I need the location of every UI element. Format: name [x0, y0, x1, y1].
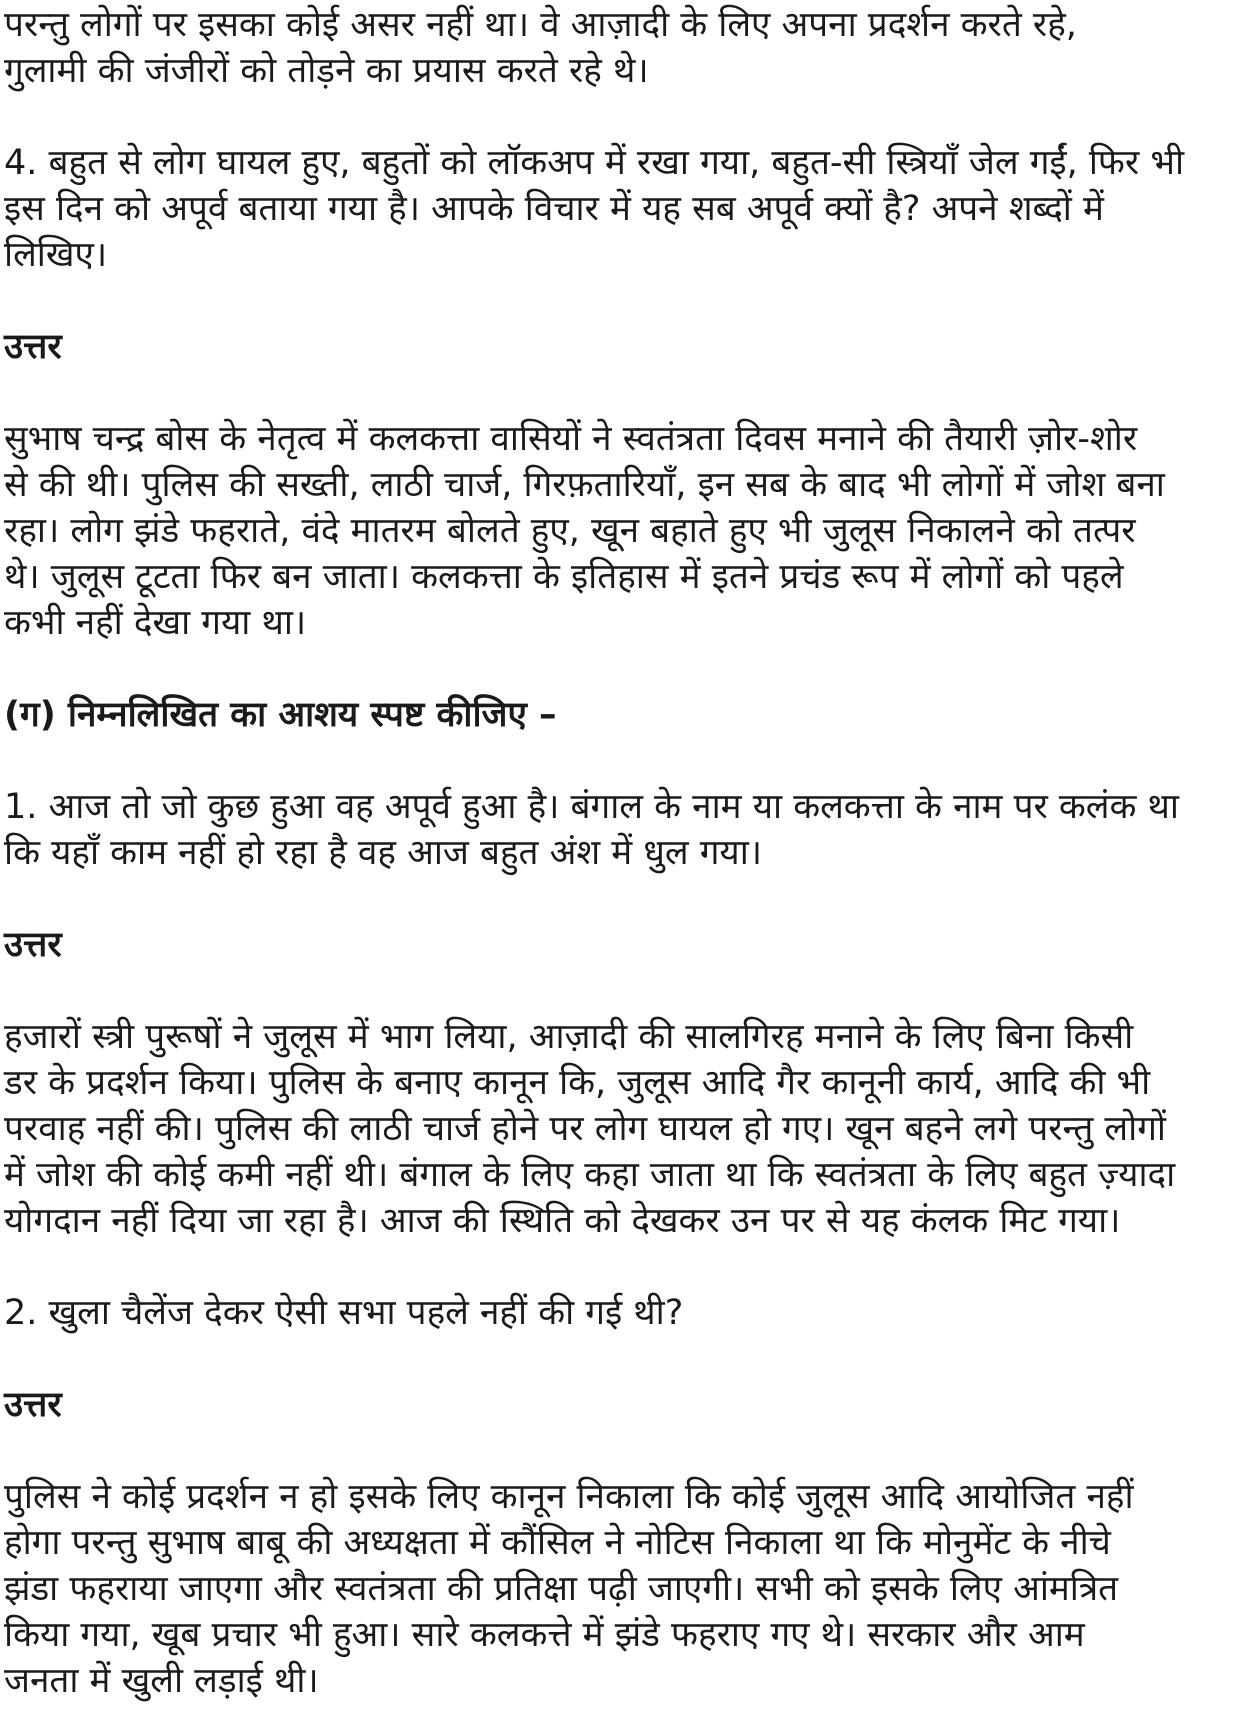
answer-2-text: पुलिस ने कोई प्रदर्शन न हो इसके लिए कानून निकाला कि कोई जुलूस आदि आयोजित नहीं होगा परन्तु सुभाष बाबू की अध्यक्षता में कौंसिल ने नोटिस निकाला था कि मोनुमेंट के नीचे झंडा फहराया जाएगा और स्वतंत्रता की प्रतिक्षा पढ़ी जाएगी। सभी को इसके लिए आंमत्रित किया गया, खूब प्रचार भी हुआ। सारे कलकत्ते में झंडे फहराए गए थे। सरकार और आम जनता में खुली लड़ाई थी। [4, 1477, 1134, 1701]
answer-4-text: सुभाष चन्द्र बोस के नेतृत्व में कलकत्ता वासियों ने स्वतंत्रता दिवस मनाने की तैयारी ज़ोर-शोर से की थी। पुलिस की सख्ती, लाठी चार्ज, गिरफ़तारियाँ, इन सब के बाद भी लोगों में जोश बना रहा। लोग झंडे फहराते, वंदे मातरम बोलते हुए, खून बहाते हुए भी जुलूस निकालने को तत्पर थे। जुलूस टूटता फिर बन जाता। कलकत्ता के इतिहास में इतने प्रचंड रूप में लोगों को पहले कभी नहीं देखा गया था। [4, 419, 1165, 643]
question-1: 1. आज तो जो कुछ हुआ वह अपूर्व हुआ है। बंगाल के नाम या कलकत्ता के नाम पर कलंक था कि यहाँ काम नहीं हो रहा है वह आज बहुत अंश में धुल गया। [4, 787, 1179, 873]
paragraph-continuation: परन्तु लोगों पर इसका कोई असर नहीं था। वे आज़ादी के लिए अपना प्रदर्शन करते रहे, गुलामी की जंजीरों को तोड़ने का प्रयास करते रहे थे। [4, 5, 1077, 91]
question-2: 2. खुला चैलेंज देकर ऐसी सभा पहले नहीं की गई थी? [4, 1293, 684, 1333]
section-heading: (ग) निम्नलिखित का आशय स्पष्ट कीजिए – [4, 695, 557, 735]
answer-1-text: हजारों स्त्री पुरूषों ने जुलूस में भाग लिया, आज़ादी की सालगिरह मनाने के लिए बिना किसी डर के प्रदर्शन किया। पुलिस के बनाए कानून कि, जुलूस आदि गैर कानूनी कार्य, आदि की भी परवाह नहीं की। पुलिस की लाठी चार्ज होने पर लोग घायल हो गए। खून बहने लगे परन्तु लोगों में जोश की कोई कमी नहीं थी। बंगाल के लिए कहा जाता था कि स्वतंत्रता के लिए बहुत ज़्यादा योगदान नहीं दिया जा रहा है। आज की स्थिति को देखकर उन पर से यह कंलक मिट गया। [4, 1017, 1176, 1241]
answer-heading: उत्तर [4, 925, 62, 965]
answer-heading: उत्तर [4, 1385, 62, 1425]
question-4: 4. बहुत से लोग घायल हुए, बहुतों को लॉकअप में रखा गया, बहुत-सी स्त्रियाँ जेल गईं, फिर भी इस दिन को अपूर्व बताया गया है। आपके विचार में यह सब अपूर्व क्यों है? अपने शब्दों में लिखिए। [4, 143, 1185, 275]
answer-heading: उत्तर [4, 327, 62, 367]
